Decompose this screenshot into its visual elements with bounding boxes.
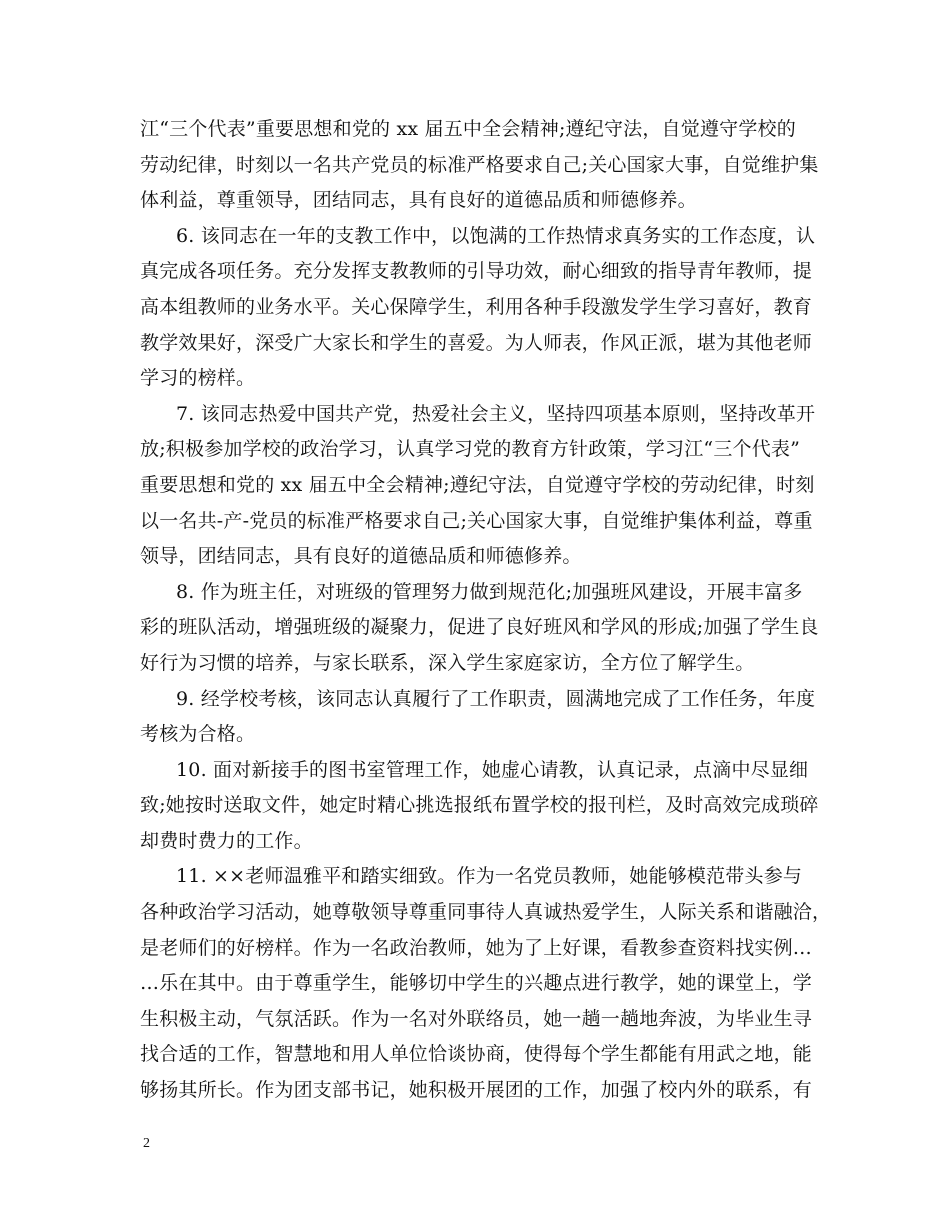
text-line: 够扬其所长。作为团支部书记，她积极开展团的工作，加强了校内外的联系，有 — [140, 1079, 813, 1102]
text-line: 是老师们的好榜样。作为一名政治教师，她为了上好课，看教参查资料找实例… — [140, 936, 813, 959]
text-line: 学习的榜样。 — [140, 367, 256, 390]
text-line: 体利益，尊重领导，团结同志，具有良好的道德品质和师德修养。 — [140, 189, 697, 212]
text-line: 好行为习惯的培养，与家长联系，深入学生家庭家访，全方位了解学生。 — [140, 651, 755, 674]
text-line: 真完成各项任务。充分发挥支教教师的引导功效，耐心细致的指导青年教师，提 — [140, 260, 813, 283]
text-line: 6. 该同志在一年的支教工作中，以饱满的工作热情求真务实的工作态度，认 — [176, 224, 816, 247]
text-line: 劳动纪律，时刻以一名共产党员的标准严格要求自己;关心国家大事，自觉维护集 — [140, 153, 819, 176]
text-line: 生积极主动，气氛活跃。作为一名对外联络员，她一趟一趟地奔波，为毕业生寻 — [140, 1007, 813, 1030]
text-line: 致;她按时送取文件，她定时精心挑选报纸布置学校的报刊栏，及时高效完成琐碎 — [140, 794, 819, 817]
text-line: …乐在其中。由于尊重学生，能够切中学生的兴趣点进行教学，她的课堂上，学 — [140, 972, 813, 995]
text-line: 9. 经学校考核，该同志认真履行了工作职责，圆满地完成了工作任务，年度 — [176, 687, 816, 710]
text-line: 以一名共-产-党员的标准严格要求自己;关心国家大事，自觉维护集体利益，尊重 — [140, 509, 813, 532]
text-line: 高本组教师的业务水平。关心保障学生，利用各种手段激发学生学习喜好，教育 — [140, 295, 813, 318]
text-line: 找合适的工作，智慧地和用人单位恰谈协商，使得每个学生都能有用武之地，能 — [140, 1043, 813, 1066]
text-line: 却费时费力的工作。 — [140, 829, 313, 852]
text-line: 领导，团结同志，具有良好的道德品质和师德修养。 — [140, 545, 582, 568]
text-line: 放;积极参加学校的政治学习，认真学习党的教育方针政策，学习江“三个代表” — [140, 438, 801, 461]
text-line: 重要思想和党的 xx 届五中全会精神;遵纪守法，自觉遵守学校的劳动纪律，时刻 — [140, 473, 815, 496]
text-line: 7. 该同志热爱中国共产党，热爱社会主义，坚持四项基本原则，坚持改革开 — [176, 402, 816, 425]
text-line: 彩的班队活动，增强班级的凝聚力，促进了良好班风和学风的形成;加强了学生良 — [140, 616, 819, 639]
text-line: 8. 作为班主任，对班级的管理努力做到规范化;加强班风建设，开展丰富多 — [176, 580, 803, 603]
text-line: 11. ××老师温雅平和踏实细致。作为一名党员教师，她能够模范带头参与 — [176, 865, 803, 888]
document-body — [140, 112, 832, 1109]
text-line: 教学效果好，深受广大家长和学生的喜爱。为人师表，作风正派，堪为其他老师 — [140, 331, 813, 354]
text-line: 各种政治学习活动，她尊敬领导尊重同事待人真诚热爱学生，人际关系和谐融洽， — [140, 901, 832, 924]
text-line: 10. 面对新接手的图书室管理工作，她虚心请教，认真记录，点滴中尽显细 — [176, 758, 809, 781]
text-line: 江“三个代表”重要思想和党的 xx 届五中全会精神;遵纪守法，自觉遵守学校的 — [140, 118, 796, 140]
page-number: 2 — [143, 1136, 150, 1151]
text-line: 考核为合格。 — [140, 723, 256, 746]
